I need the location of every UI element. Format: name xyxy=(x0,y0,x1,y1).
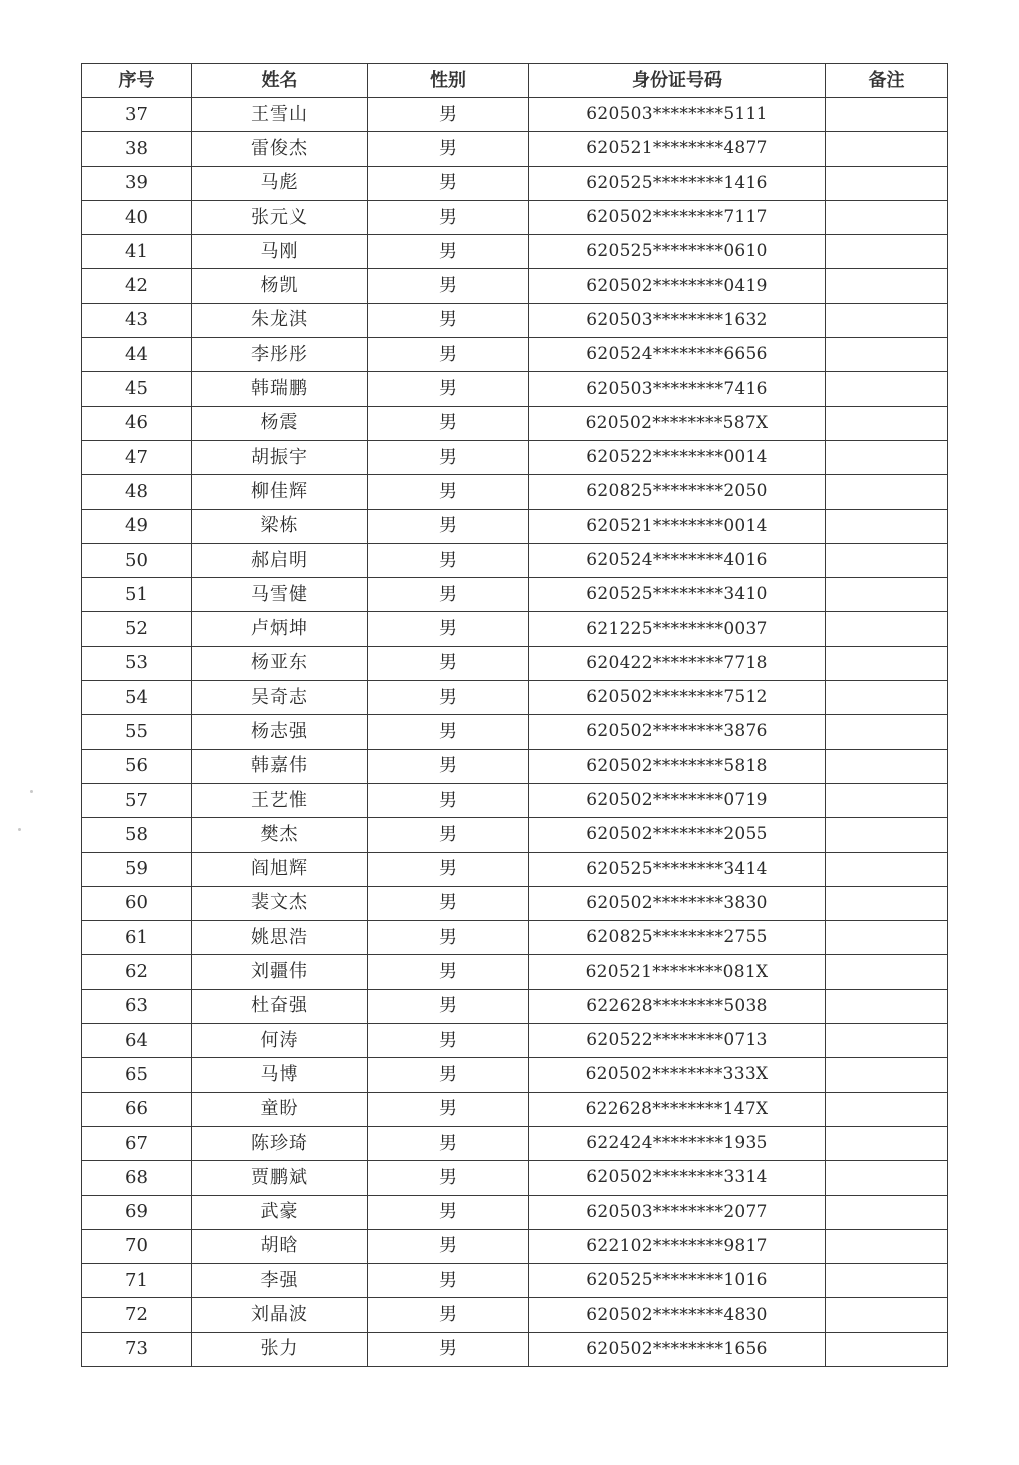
cell-seq: 68 xyxy=(82,1161,192,1195)
cell-name: 卢炳坤 xyxy=(192,612,368,646)
cell-note xyxy=(826,200,948,234)
cell-name: 贾鹏斌 xyxy=(192,1161,368,1195)
cell-name: 童盼 xyxy=(192,1092,368,1126)
cell-id-number: 620503********2077 xyxy=(529,1195,826,1229)
table-row xyxy=(82,1126,948,1160)
cell-gender: 男 xyxy=(368,749,529,783)
cell-name: 马彪 xyxy=(192,166,368,200)
cell-name: 武豪 xyxy=(192,1195,368,1229)
cell-id-number: 620525********1416 xyxy=(529,166,826,200)
table-row xyxy=(82,715,948,749)
cell-seq: 37 xyxy=(82,98,192,132)
cell-note xyxy=(826,543,948,577)
cell-id-number: 620525********3414 xyxy=(529,852,826,886)
cell-id-number: 620825********2755 xyxy=(529,921,826,955)
header-row xyxy=(82,64,948,98)
cell-note xyxy=(826,989,948,1023)
cell-id-number: 620502********7512 xyxy=(529,681,826,715)
table-row xyxy=(82,955,948,989)
table-row xyxy=(82,1161,948,1195)
header-seq: 序号 xyxy=(82,64,192,98)
cell-note xyxy=(826,1024,948,1058)
cell-note xyxy=(826,235,948,269)
cell-seq: 50 xyxy=(82,543,192,577)
cell-gender: 男 xyxy=(368,578,529,612)
cell-id-number: 622424********1935 xyxy=(529,1126,826,1160)
table-row xyxy=(82,749,948,783)
cell-note xyxy=(826,1058,948,1092)
cell-seq: 70 xyxy=(82,1229,192,1263)
cell-name: 胡晗 xyxy=(192,1229,368,1263)
cell-note xyxy=(826,783,948,817)
cell-gender: 男 xyxy=(368,1058,529,1092)
cell-id-number: 620521********4877 xyxy=(529,132,826,166)
cell-gender: 男 xyxy=(368,440,529,474)
cell-gender: 男 xyxy=(368,269,529,303)
cell-id-number: 620502********1656 xyxy=(529,1332,826,1366)
cell-note xyxy=(826,1332,948,1366)
scan-speck xyxy=(30,790,33,793)
table-row xyxy=(82,200,948,234)
cell-seq: 56 xyxy=(82,749,192,783)
cell-gender: 男 xyxy=(368,338,529,372)
cell-id-number: 620524********4016 xyxy=(529,543,826,577)
cell-seq: 53 xyxy=(82,646,192,680)
table-row xyxy=(82,509,948,543)
table-row xyxy=(82,886,948,920)
cell-gender: 男 xyxy=(368,955,529,989)
cell-gender: 男 xyxy=(368,475,529,509)
cell-gender: 男 xyxy=(368,303,529,337)
table-row xyxy=(82,578,948,612)
cell-gender: 男 xyxy=(368,1161,529,1195)
cell-name: 陈珍琦 xyxy=(192,1126,368,1160)
cell-gender: 男 xyxy=(368,1298,529,1332)
cell-gender: 男 xyxy=(368,783,529,817)
cell-id-number: 622102********9817 xyxy=(529,1229,826,1263)
cell-name: 张元义 xyxy=(192,200,368,234)
cell-note xyxy=(826,98,948,132)
table-row xyxy=(82,1195,948,1229)
table-row xyxy=(82,783,948,817)
cell-seq: 71 xyxy=(82,1264,192,1298)
cell-seq: 72 xyxy=(82,1298,192,1332)
cell-seq: 40 xyxy=(82,200,192,234)
table-row xyxy=(82,681,948,715)
cell-name: 韩嘉伟 xyxy=(192,749,368,783)
cell-name: 马刚 xyxy=(192,235,368,269)
cell-id-number: 620825********2050 xyxy=(529,475,826,509)
cell-gender: 男 xyxy=(368,166,529,200)
cell-id-number: 620502********2055 xyxy=(529,818,826,852)
table-row xyxy=(82,132,948,166)
cell-id-number: 621225********0037 xyxy=(529,612,826,646)
cell-name: 马雪健 xyxy=(192,578,368,612)
cell-gender: 男 xyxy=(368,1092,529,1126)
cell-id-number: 620502********0719 xyxy=(529,783,826,817)
cell-name: 雷俊杰 xyxy=(192,132,368,166)
cell-note xyxy=(826,749,948,783)
cell-seq: 47 xyxy=(82,440,192,474)
cell-id-number: 620502********587X xyxy=(529,406,826,440)
cell-id-number: 620503********7416 xyxy=(529,372,826,406)
cell-note xyxy=(826,372,948,406)
cell-gender: 男 xyxy=(368,406,529,440)
cell-name: 裴文杰 xyxy=(192,886,368,920)
cell-note xyxy=(826,886,948,920)
cell-note xyxy=(826,509,948,543)
cell-id-number: 620502********3314 xyxy=(529,1161,826,1195)
header-note: 备注 xyxy=(826,64,948,98)
table-row xyxy=(82,1264,948,1298)
cell-id-number: 622628********5038 xyxy=(529,989,826,1023)
table-row xyxy=(82,166,948,200)
table-row xyxy=(82,1024,948,1058)
cell-note xyxy=(826,715,948,749)
cell-note xyxy=(826,612,948,646)
header-gender: 性别 xyxy=(368,64,529,98)
cell-gender: 男 xyxy=(368,509,529,543)
cell-note xyxy=(826,578,948,612)
cell-name: 吴奇志 xyxy=(192,681,368,715)
cell-gender: 男 xyxy=(368,1229,529,1263)
cell-id-number: 620525********3410 xyxy=(529,578,826,612)
cell-id-number: 620502********3876 xyxy=(529,715,826,749)
header-id-number: 身份证号码 xyxy=(529,64,826,98)
cell-seq: 73 xyxy=(82,1332,192,1366)
cell-name: 胡振宇 xyxy=(192,440,368,474)
cell-gender: 男 xyxy=(368,543,529,577)
cell-seq: 57 xyxy=(82,783,192,817)
cell-note xyxy=(826,852,948,886)
cell-gender: 男 xyxy=(368,646,529,680)
table-row xyxy=(82,269,948,303)
cell-note xyxy=(826,1195,948,1229)
cell-id-number: 620521********0014 xyxy=(529,509,826,543)
table-row xyxy=(82,543,948,577)
cell-seq: 63 xyxy=(82,989,192,1023)
cell-name: 阎旭辉 xyxy=(192,852,368,886)
cell-name: 李彤彤 xyxy=(192,338,368,372)
table-row xyxy=(82,235,948,269)
table-row xyxy=(82,646,948,680)
cell-seq: 45 xyxy=(82,372,192,406)
cell-gender: 男 xyxy=(368,852,529,886)
cell-name: 张力 xyxy=(192,1332,368,1366)
cell-note xyxy=(826,1298,948,1332)
table-row xyxy=(82,989,948,1023)
cell-gender: 男 xyxy=(368,921,529,955)
cell-note xyxy=(826,818,948,852)
cell-gender: 男 xyxy=(368,200,529,234)
cell-name: 杜奋强 xyxy=(192,989,368,1023)
cell-name: 杨凯 xyxy=(192,269,368,303)
table-body xyxy=(82,98,948,1367)
cell-name: 梁栋 xyxy=(192,509,368,543)
cell-seq: 54 xyxy=(82,681,192,715)
cell-name: 柳佳辉 xyxy=(192,475,368,509)
cell-gender: 男 xyxy=(368,1332,529,1366)
table-row xyxy=(82,406,948,440)
cell-seq: 69 xyxy=(82,1195,192,1229)
cell-note xyxy=(826,303,948,337)
table-row xyxy=(82,475,948,509)
cell-note xyxy=(826,681,948,715)
cell-name: 郝启明 xyxy=(192,543,368,577)
table-row xyxy=(82,921,948,955)
cell-seq: 61 xyxy=(82,921,192,955)
cell-gender: 男 xyxy=(368,612,529,646)
cell-note xyxy=(826,440,948,474)
cell-id-number: 620502********4830 xyxy=(529,1298,826,1332)
cell-name: 李强 xyxy=(192,1264,368,1298)
table-row xyxy=(82,98,948,132)
cell-gender: 男 xyxy=(368,886,529,920)
cell-seq: 44 xyxy=(82,338,192,372)
cell-note xyxy=(826,1092,948,1126)
cell-note xyxy=(826,166,948,200)
cell-name: 刘晶波 xyxy=(192,1298,368,1332)
cell-note xyxy=(826,646,948,680)
cell-gender: 男 xyxy=(368,372,529,406)
table-row xyxy=(82,612,948,646)
cell-name: 韩瑞鹏 xyxy=(192,372,368,406)
cell-seq: 66 xyxy=(82,1092,192,1126)
cell-gender: 男 xyxy=(368,1195,529,1229)
cell-name: 王雪山 xyxy=(192,98,368,132)
table-row xyxy=(82,303,948,337)
cell-gender: 男 xyxy=(368,989,529,1023)
table-row xyxy=(82,1332,948,1366)
table-row xyxy=(82,1229,948,1263)
cell-note xyxy=(826,406,948,440)
cell-note xyxy=(826,132,948,166)
cell-seq: 48 xyxy=(82,475,192,509)
cell-name: 刘疆伟 xyxy=(192,955,368,989)
table-row xyxy=(82,1298,948,1332)
cell-name: 何涛 xyxy=(192,1024,368,1058)
cell-id-number: 620503********5111 xyxy=(529,98,826,132)
cell-id-number: 620524********6656 xyxy=(529,338,826,372)
roster-table xyxy=(81,63,948,1367)
cell-seq: 41 xyxy=(82,235,192,269)
cell-id-number: 620525********0610 xyxy=(529,235,826,269)
cell-note xyxy=(826,955,948,989)
cell-id-number: 620525********1016 xyxy=(529,1264,826,1298)
table-header xyxy=(82,64,948,98)
cell-seq: 59 xyxy=(82,852,192,886)
cell-seq: 42 xyxy=(82,269,192,303)
cell-note xyxy=(826,1264,948,1298)
cell-name: 王艺惟 xyxy=(192,783,368,817)
cell-gender: 男 xyxy=(368,1264,529,1298)
cell-name: 朱龙淇 xyxy=(192,303,368,337)
cell-id-number: 620522********0713 xyxy=(529,1024,826,1058)
cell-id-number: 620521********081X xyxy=(529,955,826,989)
cell-note xyxy=(826,1229,948,1263)
cell-seq: 38 xyxy=(82,132,192,166)
cell-name: 马博 xyxy=(192,1058,368,1092)
cell-note xyxy=(826,269,948,303)
cell-gender: 男 xyxy=(368,1126,529,1160)
cell-note xyxy=(826,338,948,372)
cell-id-number: 620422********7718 xyxy=(529,646,826,680)
cell-note xyxy=(826,1126,948,1160)
cell-seq: 39 xyxy=(82,166,192,200)
table-row xyxy=(82,852,948,886)
cell-seq: 62 xyxy=(82,955,192,989)
cell-seq: 51 xyxy=(82,578,192,612)
table-row xyxy=(82,1058,948,1092)
cell-gender: 男 xyxy=(368,98,529,132)
cell-note xyxy=(826,475,948,509)
scan-speck xyxy=(18,828,21,831)
cell-name: 杨震 xyxy=(192,406,368,440)
header-name: 姓名 xyxy=(192,64,368,98)
cell-id-number: 620502********333X xyxy=(529,1058,826,1092)
cell-name: 姚思浩 xyxy=(192,921,368,955)
table-row xyxy=(82,440,948,474)
cell-gender: 男 xyxy=(368,681,529,715)
cell-note xyxy=(826,1161,948,1195)
cell-gender: 男 xyxy=(368,818,529,852)
cell-seq: 43 xyxy=(82,303,192,337)
cell-seq: 49 xyxy=(82,509,192,543)
cell-id-number: 620502********0419 xyxy=(529,269,826,303)
cell-seq: 46 xyxy=(82,406,192,440)
cell-seq: 52 xyxy=(82,612,192,646)
cell-seq: 65 xyxy=(82,1058,192,1092)
cell-name: 樊杰 xyxy=(192,818,368,852)
cell-id-number: 622628********147X xyxy=(529,1092,826,1126)
cell-seq: 67 xyxy=(82,1126,192,1160)
cell-id-number: 620503********1632 xyxy=(529,303,826,337)
cell-gender: 男 xyxy=(368,132,529,166)
table-row xyxy=(82,818,948,852)
table-row xyxy=(82,338,948,372)
cell-name: 杨亚东 xyxy=(192,646,368,680)
cell-seq: 55 xyxy=(82,715,192,749)
table-row xyxy=(82,1092,948,1126)
table-row xyxy=(82,372,948,406)
cell-gender: 男 xyxy=(368,1024,529,1058)
cell-seq: 58 xyxy=(82,818,192,852)
cell-id-number: 620502********7117 xyxy=(529,200,826,234)
cell-gender: 男 xyxy=(368,715,529,749)
cell-id-number: 620502********5818 xyxy=(529,749,826,783)
cell-seq: 64 xyxy=(82,1024,192,1058)
cell-name: 杨志强 xyxy=(192,715,368,749)
cell-note xyxy=(826,921,948,955)
cell-id-number: 620502********3830 xyxy=(529,886,826,920)
cell-seq: 60 xyxy=(82,886,192,920)
cell-id-number: 620522********0014 xyxy=(529,440,826,474)
cell-gender: 男 xyxy=(368,235,529,269)
